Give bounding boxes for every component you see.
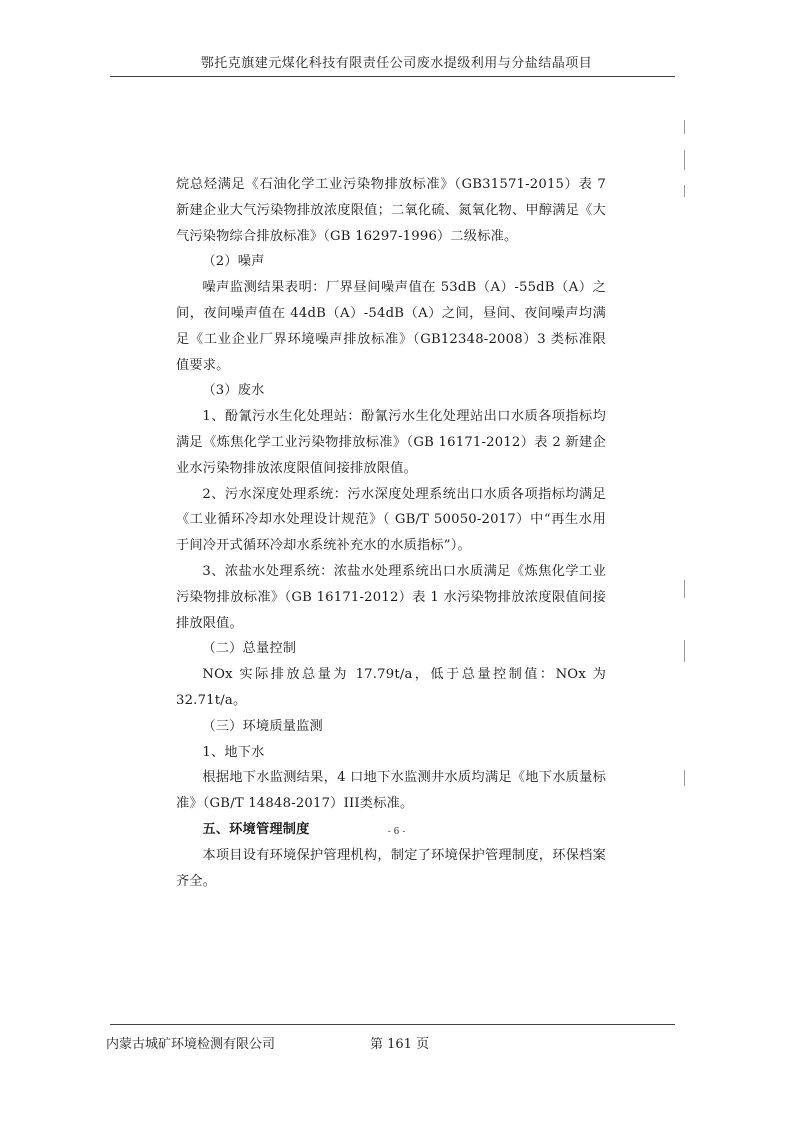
heading-wastewater: （3）废水 [202,383,265,399]
footer-company: 内蒙古城矿环境检测有限公司 [106,1037,276,1052]
scan-mark [684,640,685,662]
header-title: 鄂托克旗建元煤化科技有限责任公司废水提级利用与分盐结晶项目 [200,56,593,71]
header-rule [110,76,675,77]
scan-mark [684,580,685,598]
paragraph-advanced-treatment: 2、污水深度处理系统：污水深度处理系统出口水质各项指标均满足《工业循环冷却水处理设计规范》（ GB/T 50050-2017）中“再生水用于间冷开式循环冷却水系统补充水的水质指标”）。 [176,486,606,554]
scan-mark [684,150,685,170]
heading-total-control: （二）总量控制 [202,641,297,657]
heading-groundwater: 1、地下水 [202,744,265,760]
paragraph-noise: 噪声监测结果表明：厂界昼间噪声值在 53dB（A）-55dB（A）之间，夜间噪声值在 44dB（A）-54dB（A）之间，昼间、夜间噪声均满足《工业企业厂界环境噪声排放标准》（GB12348-2008）3 类标准限值要求。 [176,280,606,373]
scan-mark [684,120,685,134]
footer-page-number: 第 161 页 [370,1037,430,1052]
paragraph-nox: NOx 实际排放总量为 17.79t/a，低于总量控制值：NOx 为 32.71t/a。 [176,667,606,708]
heading-env-quality: （三）环境质量监测 [202,718,323,734]
inner-page-number: - 6 - [387,827,406,837]
paragraph-groundwater: 根据地下水监测结果，4 口地下水监测井水质均满足《地下水质量标准》（GB/T 14848-2017）III类标准。 [176,770,606,812]
heading-noise: （2）噪声 [202,254,265,270]
scan-mark [684,770,685,786]
heading-env-management: 五、环境管理制度 [202,821,310,837]
document-body [176,172,606,894]
paragraph-env-management: 本项目设有环境保护管理机构，制定了环境保护管理制度，环保档案齐全。 [176,847,606,889]
paragraph-air-standards: 烷总烃满足《石油化学工业污染物排放标准》（GB31571-2015）表 7 新建企业大气污染物排放浓度限值；二氧化硫、氮氧化物、甲醇满足《大气污染物综合排放标准》（GB 16297-1996）二级标准。 [176,177,606,244]
scan-mark [684,185,685,197]
paragraph-brine-treatment: 3、浓盐水处理系统：浓盐水处理系统出口水质满足《炼焦化学工业污染物排放标准》（GB 16171-2012）表 1 水污染物排放浓度限值间接排放限值。 [176,563,606,631]
footer-rule [110,1024,675,1025]
paragraph-phenol-cyanide: 1、酚氰污水生化处理站：酚氰污水生化处理站出口水质各项指标均满足《炼焦化学工业污染物排放标准》（GB 16171-2012）表 2 新建企业水污染物排放浓度限值间接排放限值。 [176,409,606,476]
